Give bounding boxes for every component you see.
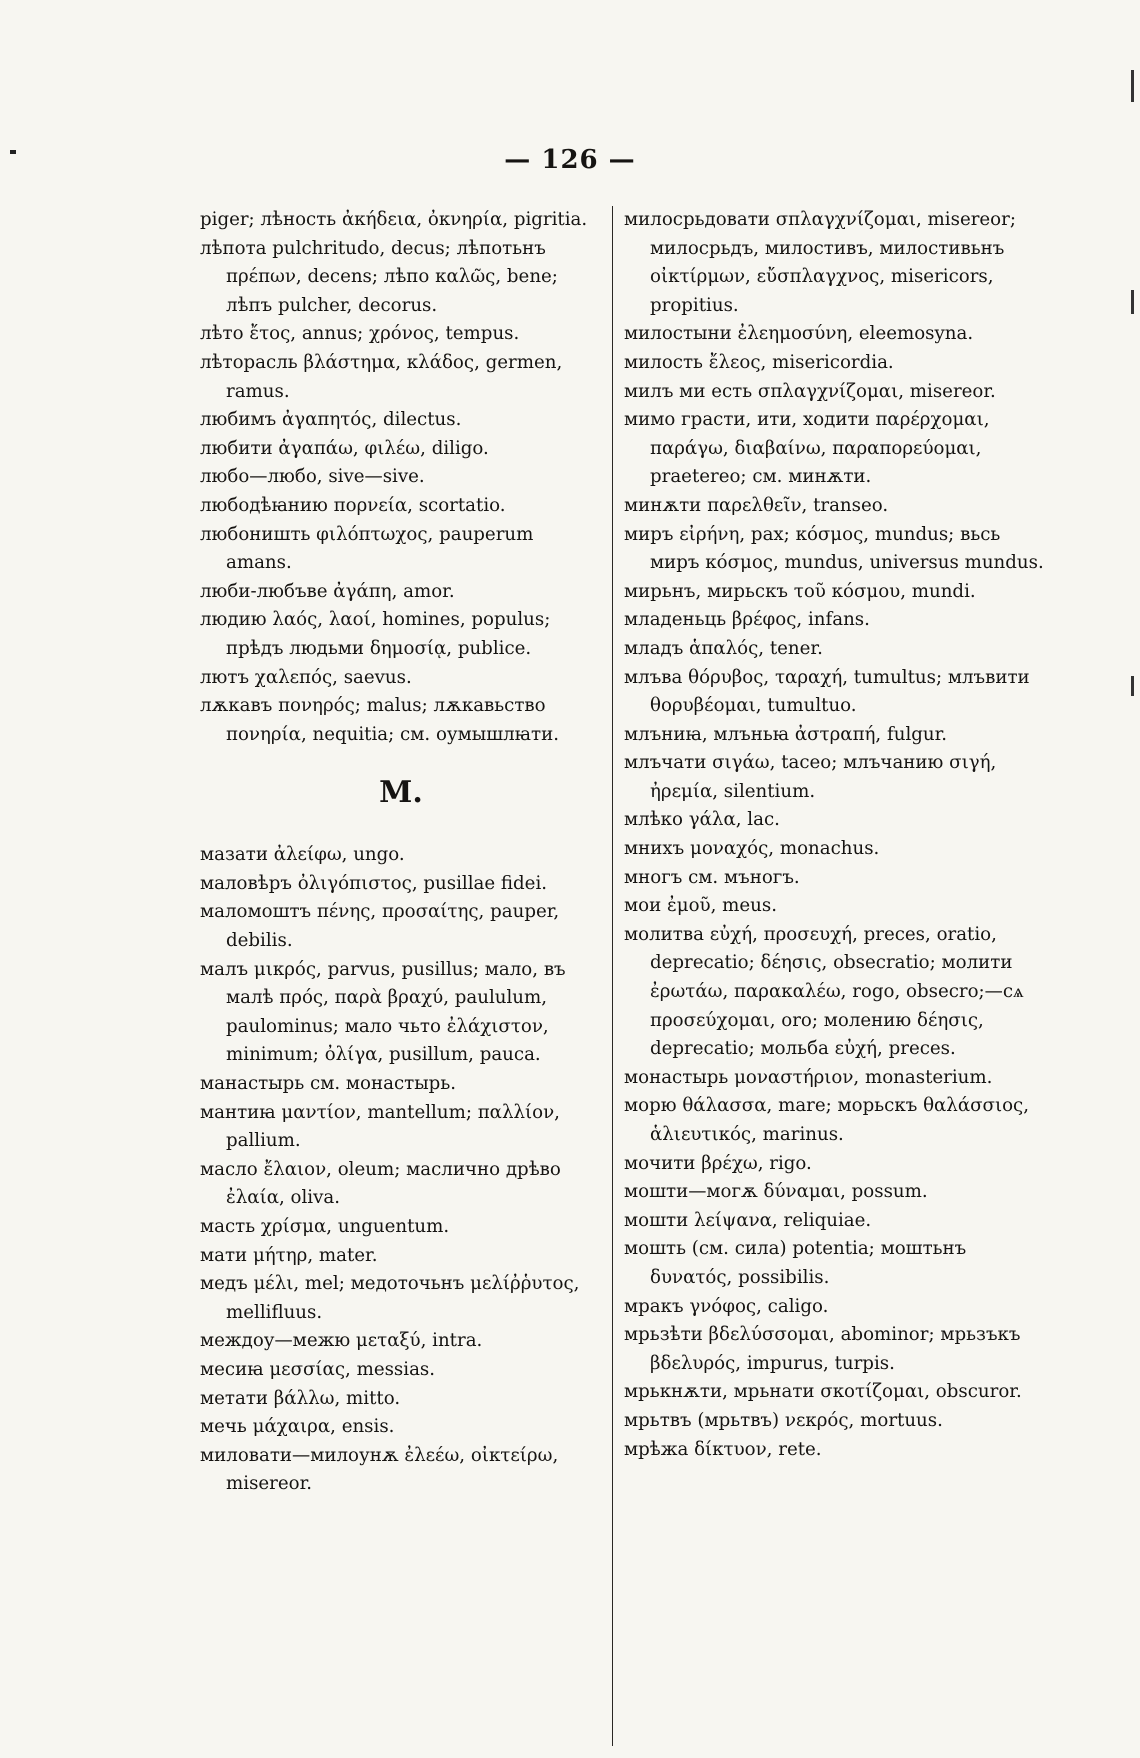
- letter-heading: М.: [379, 775, 423, 811]
- dictionary-entry: мнихъ μοναχός, monachus.: [624, 838, 880, 860]
- dictionary-entry: мимо грасти, ити, ходити παρέρχομαι, παράγω, διαβαίνω, παραπορεύομαι, praetereo; см. минѫти.: [624, 409, 990, 488]
- dictionary-entry: милость ἔλεος, misericordia.: [624, 351, 894, 373]
- dictionary-entry: млѣко γάλα, lac.: [624, 809, 780, 831]
- dictionary-entry: междоу—межю μεταξύ, intra.: [200, 1330, 483, 1352]
- dictionary-entry: мои ἐμοῦ, meus.: [624, 895, 777, 917]
- dictionary-entry: монастырь μοναστήριον, monasterium.: [624, 1066, 993, 1088]
- dictionary-entry: масть χρίσμα, unguentum.: [200, 1216, 450, 1237]
- left-entries-before: [200, 206, 602, 749]
- dictionary-entry: мечь μάχαιρα, ensis.: [200, 1416, 395, 1438]
- dictionary-entry: мати μήτηρ, mater.: [200, 1244, 378, 1266]
- dictionary-entry: мрьтвъ (мрьтвъ) νεκρός, mortuus.: [624, 1409, 943, 1431]
- dictionary-entry: мрькнѫти, мрьнати σκοτίζομαι, obscuror.: [624, 1381, 1022, 1403]
- dictionary-entry: молитва εὐχή, προσευχή, preces, oratio, deprecatio; δέησις, obsecratio; молити ἐρωτάω, παρακαλέω, rogo, obsecro;—сѧ προσεύχομαι, oro; молению δέησις, deprecatio; мольба εὐχή, preces.: [624, 923, 1024, 1060]
- dictionary-entry: малъ μικρός, parvus, pusillus; мало, въ малѣ πρός, παρὰ βραχύ, paululum, paulominus; мало чьто ἐλάχιστον, minimum; ὀλίγα, pusillum, pauca.: [200, 958, 566, 1066]
- column-divider: [612, 206, 613, 1746]
- dictionary-entry: лѣпота pulchritudo, decus; лѣпотьнъ πρέπων, decens; лѣпо καλῶς, bene; лѣпъ pulcher, decorus.: [200, 237, 558, 316]
- dictionary-entry: людию λαός, λαοί, homines, populus; прѣдъ людьми δημοσίᾳ, publice.: [200, 609, 551, 659]
- dictionary-entry: миръ εἰρήνη, pax; κόσμος, mundus; вьсь миръ κόσμος, mundus, universus mundus.: [624, 523, 1044, 574]
- dictionary-entry: любити ἀγαπάω, φιλέω, diligo.: [200, 437, 489, 459]
- dictionary-entry: мрѣжа δίκτυον, rete.: [624, 1438, 822, 1460]
- dictionary-entry: морю θάλασσα, mare; морьскъ θαλάσσιος, ἁλιευτικός, marinus.: [624, 1095, 1029, 1145]
- dictionary-entry: мошти λείψανα, reliquiae.: [624, 1209, 872, 1231]
- dictionary-entry: любо—любо, sive—sive.: [200, 466, 425, 488]
- dictionary-entry: лѫкавъ πονηρός; malus; лѫкавьство πονηρία, nequitia; см. оумышлꙗти.: [200, 695, 559, 745]
- dictionary-entry: милостыни ἐλεημοσύνη, eleemosyna.: [624, 323, 974, 345]
- right-entries: [624, 206, 1044, 1464]
- dictionary-entry: милъ ми есть σπλαγχνίζομαι, misereor.: [624, 380, 996, 402]
- dictionary-entry: манастырь см. монастырь.: [200, 1073, 457, 1095]
- dictionary-entry: миловати—милоунѫ ἐλεέω, οἰκτείρω, misereor.: [200, 1444, 559, 1495]
- scan-edge-mark: [1131, 70, 1134, 102]
- dictionary-entry: любодѣꙗнию πορνεία, scortatio.: [200, 494, 506, 516]
- dictionary-entry: минѫти παρελθεῖν, transeo.: [624, 494, 889, 516]
- dictionary-entry: младеньць βρέφος, infans.: [624, 609, 870, 631]
- dictionary-entry: млъниꙗ, млъньꙗ ἀστραπή, fulgur.: [624, 723, 948, 745]
- right-column: [624, 206, 1044, 1464]
- dictionary-entry: лѣто ἔτος, annus; χρόνος, tempus.: [200, 323, 520, 345]
- page-number: — 126 —: [504, 145, 636, 175]
- dictionary-entry: многъ см. мъногъ.: [624, 866, 800, 888]
- dictionary-entry: маломоштъ πένης, προσαίτης, pauper, debilis.: [200, 901, 560, 952]
- dictionary-entry: метати βάλλω, mitto.: [200, 1387, 401, 1409]
- dictionary-entry: милосрьдовати σπλαγχνίζομαι, misereor; милосрьдъ, милостивъ, милостивьнъ οἰκτίρμων, εὔσπλαγχνος, misericors, propitius.: [624, 209, 1016, 316]
- left-column: [200, 206, 602, 1499]
- dictionary-entry: млъчати σιγάω, taceo; млъчанию σιγή, ἠρεμία, silentium.: [624, 752, 997, 802]
- left-entries-after: [200, 841, 602, 1499]
- dictionary-entry: млъва θόρυβος, ταραχή, tumultus; млъвити θορυβέομαι, tumultuo.: [624, 666, 1030, 717]
- dictionary-entry: любоништь φιλόπτωχος, pauperum amans.: [200, 523, 534, 574]
- dictionary-entry: месиꙗ μεσσίας, messias.: [200, 1358, 436, 1380]
- dictionary-entry: мракъ γνόφος, caligo.: [624, 1295, 829, 1317]
- dictionary-entry: любимъ ἀγαπητός, dilectus.: [200, 409, 462, 431]
- dictionary-entry: мазати ἀλείφω, ungo.: [200, 844, 405, 866]
- dictionary-entry: лѣторасль βλάστημα, κλάδος, germen, ramus.: [200, 351, 563, 402]
- dictionary-entry: мрьзѣти βδελύσσομαι, abominor; мрьзъкъ βδελυρός, impurus, turpis.: [624, 1324, 1021, 1374]
- dictionary-entry: медъ μέλι, mel; медоточьнъ μελίῤῥυτος, mellifluus.: [200, 1273, 580, 1323]
- dictionary-entry: масло ἔλαιον, oleum; маслично дрѣво ἐλαία, oliva.: [200, 1158, 561, 1209]
- dictionary-entry: люби-любъве ἀγάπη, amor.: [200, 580, 455, 602]
- dictionary-entry: мошть (см. сила) potentia; моштьнъ δυνατός, possibilis.: [624, 1238, 967, 1288]
- dictionary-entry: маловѣръ ὀλιγόπιστος, pusillae fidei.: [200, 872, 548, 894]
- dictionary-entry: мошти—могѫ δύναμαι, possum.: [624, 1181, 928, 1203]
- dictionary-entry: мочити βρέχω, rigo.: [624, 1152, 812, 1174]
- dictionary-entry: лютъ χαλεπός, saevus.: [200, 666, 412, 688]
- dictionary-entry: младъ ἁπαλός, tener.: [624, 637, 823, 659]
- scan-edge-mark: [1131, 290, 1134, 314]
- dictionary-entry: мирьнъ, мирьскъ τοῦ κόσμου, mundi.: [624, 580, 976, 602]
- scan-edge-mark: [1131, 676, 1134, 696]
- dictionary-entry: мантиꙗ μαντίον, mantellum; παλλίον, pallium.: [200, 1101, 560, 1152]
- dictionary-entry: piger; лѣность ἀκήδεια, ὀκνηρία, pigritia.: [200, 209, 588, 230]
